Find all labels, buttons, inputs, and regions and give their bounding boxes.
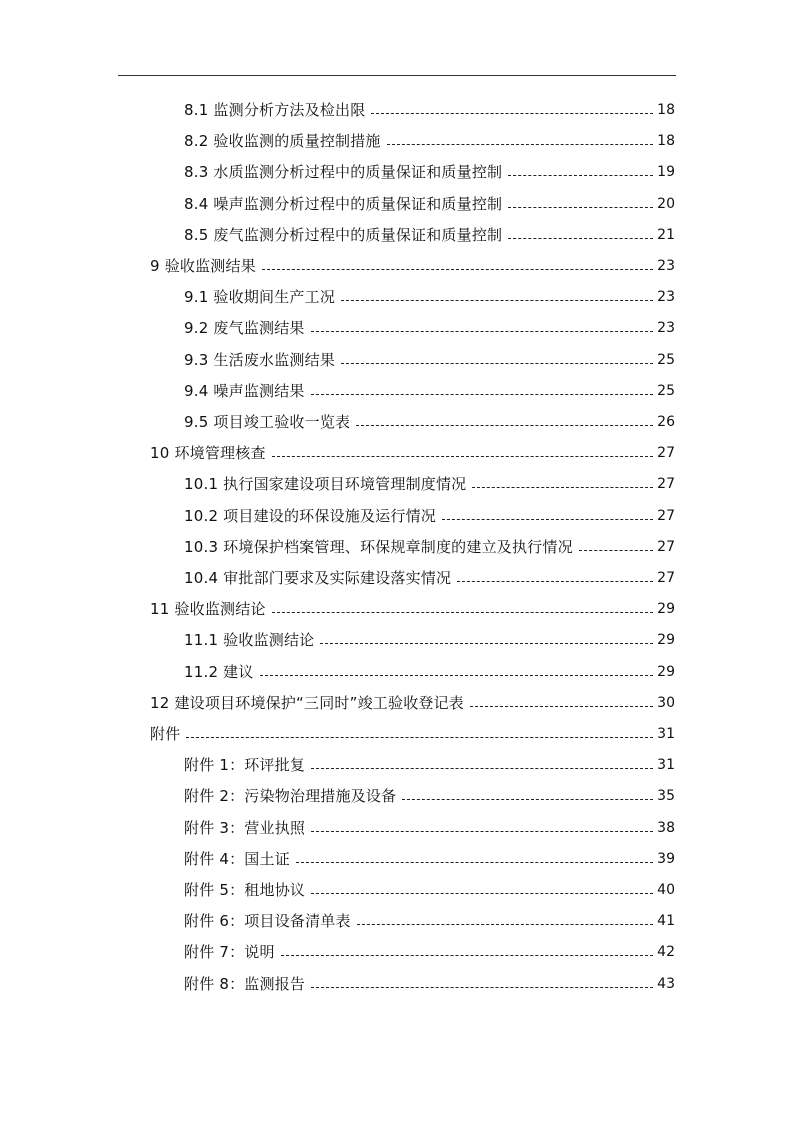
toc-entry-page-number: 25 [657, 351, 675, 368]
toc-entry-title: 附件 [150, 725, 181, 743]
toc-entry[interactable] [184, 314, 675, 338]
toc-entry-page-number: 29 [657, 663, 675, 680]
toc-leader-dashes [311, 893, 653, 894]
toc-leader-dashes [262, 269, 653, 270]
toc-entry-title: 附件 1：环评批复 [184, 756, 306, 775]
toc-entry-page-number: 27 [657, 445, 675, 462]
toc-entry[interactable] [184, 190, 675, 214]
toc-entry-title: 11 验收监测结论 [150, 600, 266, 619]
toc-entry-page-number: 41 [657, 913, 675, 930]
toc-entry-page-number: 40 [657, 882, 675, 898]
toc-entry-title: 12 建设项目环境保护“三同时”竣工验收登记表 [150, 693, 464, 712]
toc-leader-dashes [341, 300, 653, 301]
toc-entry-page-number: 18 [657, 133, 675, 150]
toc-entry-page-number: 26 [657, 414, 675, 430]
toc-entry[interactable] [184, 502, 675, 526]
toc-entry-title: 10.3 环境保护档案管理、环保规章制度的建立及执行情况 [184, 537, 573, 556]
toc-entry-title: 9.1 验收期间生产工况 [184, 288, 336, 307]
toc-entry[interactable] [184, 96, 675, 120]
toc-entry-page-number: 23 [657, 320, 675, 337]
toc-entry[interactable] [184, 626, 675, 650]
toc-entry-title: 11.2 建议 [184, 662, 254, 681]
toc-entry[interactable] [184, 533, 675, 557]
toc-leader-dashes [296, 862, 653, 863]
toc-leader-dashes [371, 113, 653, 114]
toc-entry-title: 9.5 项目竣工验收一览表 [184, 413, 351, 431]
toc-leader-dashes [320, 643, 653, 644]
toc-entry-page-number: 42 [657, 944, 675, 961]
toc-entry-page-number: 23 [657, 289, 675, 306]
toc-entry-page-number: 38 [657, 819, 675, 836]
toc-entry-page-number: 27 [657, 570, 675, 586]
toc-entry[interactable] [184, 970, 675, 994]
toc-entry-title: 9 验收监测结果 [150, 257, 256, 275]
toc-leader-dashes [311, 331, 654, 332]
toc-leader-dashes [311, 831, 653, 832]
toc-leader-dashes [402, 799, 653, 800]
toc-entry[interactable] [184, 283, 675, 307]
toc-entry-title: 10.4 审批部门要求及实际建设落实情况 [184, 569, 452, 587]
toc-entry-title: 10.2 项目建设的环保设施及运行情况 [184, 506, 436, 525]
toc-leader-dashes [272, 612, 654, 613]
toc-entry-page-number: 29 [657, 632, 675, 649]
toc-entry-page-number: 29 [657, 601, 675, 618]
toc-entry[interactable] [184, 782, 675, 806]
toc-entry-title: 附件 2：污染物治理措施及设备 [184, 787, 397, 806]
toc-entry-title: 8.4 噪声监测分析过程中的质量保证和质量控制 [184, 194, 503, 213]
toc-leader-dashes [281, 955, 653, 956]
toc-entry-page-number: 43 [657, 975, 675, 992]
toc-leader-dashes [272, 456, 654, 457]
toc-entry-page-number: 35 [657, 788, 675, 805]
toc-entry-title: 8.1 监测分析方法及检出限 [184, 101, 366, 119]
toc-entry[interactable] [184, 377, 675, 401]
toc-leader-dashes [470, 706, 653, 707]
toc-entry-page-number: 39 [657, 850, 675, 867]
toc-entry[interactable] [184, 751, 675, 775]
toc-entry-title: 9.3 生活废水监测结果 [184, 350, 336, 369]
toc-entry[interactable] [184, 127, 675, 151]
toc-entry[interactable] [184, 845, 675, 869]
toc-leader-dashes [508, 207, 653, 208]
toc-entry[interactable] [184, 346, 675, 370]
toc-entry[interactable] [184, 158, 675, 182]
toc-entry[interactable] [184, 408, 675, 432]
toc-leader-dashes [311, 768, 653, 769]
toc-entry[interactable] [184, 907, 675, 931]
toc-entry-page-number: 31 [657, 757, 675, 774]
toc-entry[interactable] [184, 221, 675, 245]
toc-entry-title: 9.4 噪声监测结果 [184, 381, 305, 400]
toc-leader-dashes [356, 425, 653, 426]
toc-entry[interactable] [184, 876, 675, 900]
toc-leader-dashes [186, 737, 653, 738]
toc-entry-title: 8.5 废气监测分析过程中的质量保证和质量控制 [184, 225, 503, 244]
toc-entry[interactable] [184, 814, 675, 838]
toc-entry[interactable] [150, 595, 675, 619]
toc-entry-page-number: 27 [657, 538, 675, 555]
toc-leader-dashes [508, 175, 653, 176]
toc-entry-title: 附件 3：营业执照 [184, 818, 306, 837]
toc-entry-title: 附件 5：租地协议 [184, 881, 306, 899]
toc-entry[interactable] [150, 689, 675, 713]
header-rule [118, 75, 676, 76]
toc-leader-dashes [442, 519, 653, 520]
toc-entry-page-number: 18 [657, 102, 675, 118]
toc-entry[interactable] [150, 720, 675, 744]
toc-entry-title: 附件 6：项目设备清单表 [184, 912, 351, 931]
toc-entry-title: 附件 4：国土证 [184, 849, 290, 868]
toc-leader-dashes [260, 675, 654, 676]
toc-leader-dashes [341, 363, 653, 364]
toc-entry-page-number: 30 [657, 694, 675, 711]
toc-leader-dashes [387, 144, 654, 145]
toc-entry[interactable] [184, 564, 675, 588]
toc-leader-dashes [579, 550, 653, 551]
toc-entry-page-number: 19 [657, 164, 675, 181]
toc-entry-title: 8.3 水质监测分析过程中的质量保证和质量控制 [184, 163, 503, 182]
toc-entry-title: 附件 8：监测报告 [184, 974, 306, 993]
toc-entry-title: 9.2 废气监测结果 [184, 319, 305, 338]
toc-entry[interactable] [150, 439, 675, 463]
toc-entry-title: 10 环境管理核查 [150, 444, 266, 463]
toc-leader-dashes [457, 581, 653, 582]
toc-leader-dashes [311, 394, 654, 395]
toc-entry-title: 10.1 执行国家建设项目环境管理制度情况 [184, 475, 467, 494]
toc-entry-page-number: 23 [657, 258, 675, 274]
toc-entry-page-number: 21 [657, 226, 675, 243]
toc-leader-dashes [472, 487, 653, 488]
toc-entry-title: 11.1 验收监测结论 [184, 631, 315, 650]
toc-entry[interactable] [150, 252, 675, 276]
toc-entry-title: 8.2 验收监测的质量控制措施 [184, 132, 381, 151]
toc-leader-dashes [311, 987, 653, 988]
toc-entry-page-number: 27 [657, 476, 675, 493]
toc-leader-dashes [508, 238, 653, 239]
toc-entry[interactable] [184, 470, 675, 494]
toc-entry-title: 附件 7：说明 [184, 943, 275, 962]
toc-entry[interactable] [184, 938, 675, 962]
toc-entry-page-number: 31 [657, 726, 675, 742]
toc-entry-page-number: 27 [657, 507, 675, 524]
toc-entry-page-number: 20 [657, 195, 675, 212]
toc-entry[interactable] [184, 658, 675, 682]
toc-entry-page-number: 25 [657, 382, 675, 399]
toc-leader-dashes [357, 924, 653, 925]
